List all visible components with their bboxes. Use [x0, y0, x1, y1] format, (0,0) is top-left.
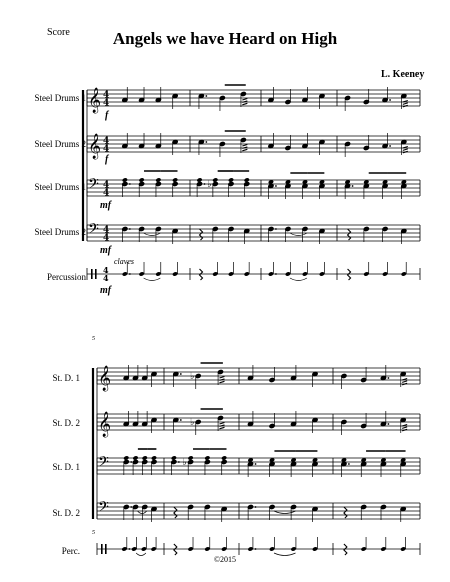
- quarter-rest: [200, 229, 203, 240]
- chord-note: [221, 455, 227, 460]
- augmentation-dot: [129, 273, 131, 275]
- tremolo-slash: [402, 427, 407, 429]
- chord-note: [151, 455, 157, 460]
- instrument-label-perc: Perc.: [61, 546, 80, 556]
- instrument-label-st-d-2-bass: St. D. 2: [52, 508, 80, 518]
- instrument-label-steel-drums-1: Steel Drums 1: [34, 93, 86, 103]
- augmentation-dot: [388, 377, 390, 379]
- augmentation-dot: [388, 423, 390, 425]
- tremolo-slash: [242, 103, 247, 105]
- tremolo-slash: [219, 423, 224, 425]
- tie: [290, 278, 307, 281]
- chord-note: [188, 455, 194, 460]
- percussion-clef: [95, 269, 97, 279]
- instrument-label-percussion: Percussion: [47, 272, 86, 282]
- quarter-rest: [348, 269, 351, 280]
- tremolo-slash: [402, 381, 407, 383]
- piece-title: Angels we have Heard on High: [112, 29, 338, 48]
- flat-accidental: ♭: [182, 458, 187, 468]
- chord-note: [171, 455, 177, 460]
- chord-note: [172, 177, 178, 182]
- dynamic-marking: mf: [100, 285, 112, 296]
- flat-accidental: ♭: [207, 180, 212, 190]
- tremolo-slash: [402, 383, 407, 385]
- quarter-rest: [344, 507, 347, 518]
- augmentation-dot: [129, 228, 131, 230]
- augmentation-dot: [130, 506, 132, 508]
- augmentation-dot: [205, 141, 207, 143]
- tremolo-slash: [242, 99, 247, 101]
- tremolo-slash: [403, 149, 408, 151]
- chord-note: [196, 177, 202, 182]
- dynamic-marking: f: [105, 154, 109, 165]
- copyright: ©2015: [213, 555, 237, 564]
- treble-clef: 𝄞: [88, 88, 102, 113]
- instrument-label-steel-drums-2-bass: Steel Drums 2: [34, 227, 86, 237]
- technique-marking: claves: [114, 257, 134, 266]
- score-label: Score: [47, 27, 70, 38]
- tie: [144, 278, 161, 281]
- tremolo-slash: [403, 103, 408, 105]
- tremolo-slash: [242, 149, 247, 151]
- dynamic-marking: mf: [100, 245, 112, 256]
- quarter-rest: [200, 269, 203, 280]
- augmentation-dot: [129, 183, 131, 185]
- chord-note: [142, 455, 148, 460]
- time-signature-top: 4: [103, 180, 110, 191]
- chord-note: [122, 177, 128, 182]
- quarter-rest: [174, 544, 177, 555]
- augmentation-dot: [204, 183, 206, 185]
- augmentation-dot: [275, 185, 277, 187]
- augmentation-dot: [255, 506, 257, 508]
- tie: [274, 511, 296, 514]
- time-signature-bottom: 4: [103, 233, 110, 244]
- bass-clef: 𝄢: [98, 499, 109, 519]
- measure-number: 5: [92, 530, 95, 536]
- bass-clef: 𝄢: [88, 176, 99, 196]
- time-signature-top: 4: [103, 90, 110, 101]
- augmentation-dot: [255, 463, 257, 465]
- measure-number: 5: [92, 336, 95, 342]
- augmentation-dot: [178, 461, 180, 463]
- chord-note: [155, 177, 161, 182]
- augmentation-dot: [130, 461, 132, 463]
- instrument-label-steel-drums-2: Steel Drums 2: [34, 139, 86, 149]
- instrument-label-st-d-1-bass: St. D. 1: [52, 462, 80, 472]
- augmentation-dot: [348, 463, 350, 465]
- augmentation-dot: [389, 99, 391, 101]
- instrument-label-steel-drums-1-bass: Steel Drums 1: [34, 182, 86, 192]
- tie: [136, 553, 146, 556]
- chord-note: [228, 177, 234, 182]
- tie: [290, 233, 307, 236]
- augmentation-dot: [180, 373, 182, 375]
- chord-note: [244, 177, 250, 182]
- chord-note: [123, 455, 129, 460]
- bass-clef: 𝄢: [98, 454, 109, 474]
- chord-note: [204, 455, 210, 460]
- chord-note: [139, 177, 145, 182]
- time-signature-bottom: 4: [103, 98, 110, 109]
- treble-clef: 𝄞: [88, 134, 102, 159]
- flat-accidental: ♭: [190, 372, 195, 382]
- quarter-rest: [174, 507, 177, 518]
- bass-clef: 𝄢: [88, 221, 99, 241]
- composer-name: L. Keeney: [381, 69, 425, 80]
- chord-note: [212, 177, 218, 182]
- percussion-clef: [91, 269, 93, 279]
- time-signature-bottom: 4: [103, 144, 110, 155]
- augmentation-dot: [275, 228, 277, 230]
- instrument-label-st-d-2: St. D. 2: [52, 418, 80, 428]
- augmentation-dot: [389, 145, 391, 147]
- treble-clef: 𝄞: [98, 412, 112, 437]
- tremolo-slash: [219, 377, 224, 379]
- quarter-rest: [344, 544, 347, 555]
- time-signature-top: 4: [103, 225, 110, 236]
- time-signature-bottom: 4: [103, 273, 109, 283]
- quarter-rest: [348, 229, 351, 240]
- augmentation-dot: [352, 185, 354, 187]
- augmentation-dot: [275, 273, 277, 275]
- tremolo-slash: [402, 429, 407, 431]
- tremolo-slash: [242, 145, 247, 147]
- instrument-label-st-d-1: St. D. 1: [52, 373, 80, 383]
- tremolo-slash: [403, 151, 408, 153]
- tremolo-slash: [403, 105, 408, 107]
- time-signature-top: 4: [103, 136, 110, 147]
- dynamic-marking: f: [105, 110, 109, 121]
- tremolo-slash: [219, 427, 224, 429]
- percussion-clef: [101, 544, 103, 554]
- augmentation-dot: [129, 548, 131, 550]
- augmentation-dot: [180, 419, 182, 421]
- percussion-clef: [105, 544, 107, 554]
- flat-accidental: ♭: [190, 418, 195, 428]
- treble-clef: 𝄞: [98, 366, 112, 391]
- augmentation-dot: [205, 95, 207, 97]
- tremolo-slash: [219, 381, 224, 383]
- dynamic-marking: mf: [100, 200, 112, 211]
- augmentation-dot: [255, 548, 257, 550]
- chord-note: [132, 455, 138, 460]
- tie: [274, 553, 296, 556]
- tie: [144, 233, 161, 236]
- time-signature-bottom: 4: [103, 188, 110, 199]
- time-signature-top: 4: [103, 265, 109, 275]
